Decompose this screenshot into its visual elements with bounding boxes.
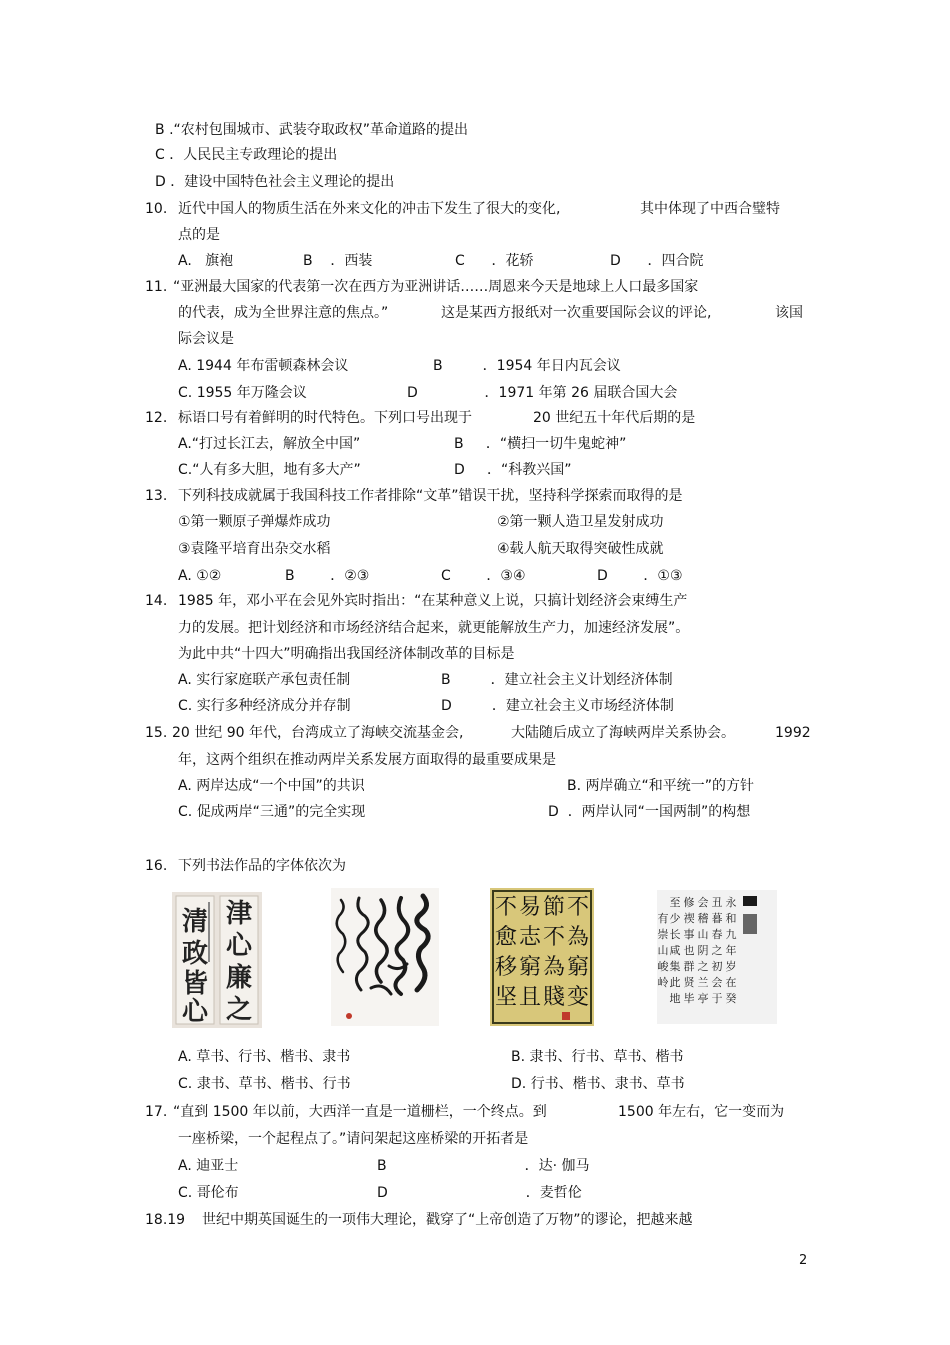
svg-text:且: 且 xyxy=(518,985,542,1010)
svg-text:峻: 峻 xyxy=(657,960,669,973)
svg-text:暮: 暮 xyxy=(711,912,723,925)
q10-stem-line2: 点的是 xyxy=(178,227,220,243)
svg-text:阴: 阴 xyxy=(697,944,709,957)
svg-text:不: 不 xyxy=(542,925,566,950)
q17-number: 17. xyxy=(145,1104,168,1120)
q18-stem: 世纪中期英国诞生的一项伟大理论，戳穿了“上帝创造了万物”的谬论，把越来越 xyxy=(202,1212,693,1228)
q9-option-b: B .“农村包围城市、武装夺取政权”革命道路的提出 xyxy=(155,122,469,138)
svg-text:政: 政 xyxy=(181,939,209,969)
q11-option-c: C. 1955 年万隆会议 xyxy=(178,385,307,401)
q13-option-a: A. ①② xyxy=(178,568,222,584)
svg-text:津: 津 xyxy=(225,899,253,929)
svg-text:事: 事 xyxy=(683,928,695,941)
q17-option-d: D ．麦哲伦 xyxy=(377,1185,582,1201)
svg-text:賤: 賤 xyxy=(542,985,566,1010)
q13-item-2: ②第一颗人造卫星发射成功 xyxy=(497,514,664,530)
svg-text:有: 有 xyxy=(657,912,669,925)
q10-number: 10. xyxy=(145,201,168,217)
svg-text:贤: 贤 xyxy=(683,976,695,989)
svg-text:之: 之 xyxy=(225,995,253,1025)
calligraphy-caoshu-svg xyxy=(331,888,439,1026)
q16-option-c: C. 隶书、草书、楷书、行书 xyxy=(178,1076,351,1092)
svg-text:九: 九 xyxy=(725,928,737,941)
q12-option-b: B ．“横扫一切牛鬼蛇神” xyxy=(454,436,627,452)
svg-text:山: 山 xyxy=(697,928,709,941)
q15-stem-c: 1992 xyxy=(775,725,811,741)
q13-stem: 下列科技成就属于我国科技工作者排除“文革”错误干扰，坚持科学探索而取得的是 xyxy=(178,488,683,504)
q11-option-b: B ．1954 年日内瓦会议 xyxy=(433,358,621,374)
q13-option-d: D ．①③ xyxy=(597,568,683,584)
svg-text:地: 地 xyxy=(669,992,681,1005)
q15-stem-a: 20 世纪 90 年代，台湾成立了海峡交流基金会, xyxy=(172,725,464,741)
q17-option-c: C. 哥伦布 xyxy=(178,1185,239,1201)
q17-stem-line2: 一座桥梁，一个起程点了。”请问架起这座桥梁的开拓者是 xyxy=(178,1131,529,1147)
q18-number: 18.19 xyxy=(145,1212,186,1228)
svg-text:永: 永 xyxy=(725,896,737,909)
svg-text:稽: 稽 xyxy=(697,912,709,925)
svg-text:年: 年 xyxy=(725,944,737,957)
svg-text:兰: 兰 xyxy=(697,976,709,989)
svg-text:廉: 廉 xyxy=(225,963,253,993)
svg-text:咸: 咸 xyxy=(669,944,681,957)
q11-stem-line3: 际会议是 xyxy=(178,331,234,347)
q13-item-3: ③袁隆平培育出杂交水稻 xyxy=(178,541,331,557)
q16-option-a: A. 草书、行书、楷书、隶书 xyxy=(178,1049,351,1065)
q17-option-b: B ．达· 伽马 xyxy=(377,1158,590,1174)
svg-text:会: 会 xyxy=(711,976,723,989)
q12-stem-a: 标语口号有着鲜明的时代特色。下列口号出现于 xyxy=(178,410,472,426)
svg-text:春: 春 xyxy=(711,928,723,941)
svg-text:岁: 岁 xyxy=(725,960,737,973)
q12-option-d: D ．“科教兴国” xyxy=(454,462,572,478)
q9-option-d: D ．建设中国特色社会主义理论的提出 xyxy=(155,174,395,190)
q10-option-d: D ．四合院 xyxy=(610,253,704,269)
q16-stem: 下列书法作品的字体依次为 xyxy=(178,858,346,874)
q17-option-a: A. 迪亚士 xyxy=(178,1158,239,1174)
q16-option-d: D. 行书、楷书、隶书、草书 xyxy=(511,1076,685,1092)
q14-option-c: C. 实行多种经济成分并存制 xyxy=(178,698,351,714)
q10-option-c: C ．花轿 xyxy=(455,253,534,269)
q14-stem-line1: 1985 年，邓小平在会见外宾时指出：“在某种意义上说，只搞计划经济会束缚生产 xyxy=(178,593,688,609)
page-number: 2 xyxy=(799,1253,808,1268)
q14-number: 14. xyxy=(145,593,168,609)
q17-stem-a: “直到 1500 年以前，大西洋一直是一道栅栏，一个终点。到 xyxy=(173,1104,547,1120)
svg-text:在: 在 xyxy=(725,976,737,989)
q16-option-b: B. 隶书、行书、草书、楷书 xyxy=(511,1049,684,1065)
svg-text:毕: 毕 xyxy=(683,992,695,1005)
svg-text:之: 之 xyxy=(697,960,709,973)
q10-option-b: B ．西装 xyxy=(303,253,373,269)
q15-stem-b: 大陆随后成立了海峡两岸关系协会。 xyxy=(511,725,735,741)
q11-stem-line2a: 的代表，成为全世界注意的焦点。” xyxy=(178,305,389,321)
svg-text:節: 節 xyxy=(542,895,566,920)
svg-text:癸: 癸 xyxy=(725,992,737,1005)
q15-stem-line2: 年，这两个组织在推动两岸关系发展方面取得的最重要成果是 xyxy=(178,752,556,768)
q13-option-c: C ．③④ xyxy=(441,568,526,584)
calligraphy-image-lishu xyxy=(172,892,262,1028)
svg-text:也: 也 xyxy=(683,944,695,957)
q14-option-d: D ．建立社会主义市场经济体制 xyxy=(441,698,674,714)
q12-stem-b: 20 世纪五十年代后期的是 xyxy=(533,410,696,426)
svg-text:禊: 禊 xyxy=(683,912,695,925)
svg-text:山: 山 xyxy=(657,944,669,957)
q13-option-b: B ．②③ xyxy=(285,568,370,584)
q15-option-d: D ．两岸认同“一国两制”的构想 xyxy=(548,804,751,820)
svg-text:岭: 岭 xyxy=(657,976,669,989)
calligraphy-lishu-svg xyxy=(172,892,262,1028)
q14-stem-line3: 为此中共“十四大”明确指出我国经济体制改革的目标是 xyxy=(178,646,515,662)
svg-text:為: 為 xyxy=(542,955,566,980)
svg-text:崇: 崇 xyxy=(657,928,669,941)
svg-text:易: 易 xyxy=(518,895,542,920)
svg-text:于: 于 xyxy=(711,992,723,1005)
svg-text:集: 集 xyxy=(669,960,681,973)
svg-text:皆: 皆 xyxy=(181,969,209,999)
q11-option-a: A. 1944 年布雷顿森林会议 xyxy=(178,358,349,374)
q11-stem-line2c: 该国 xyxy=(775,305,803,321)
q15-number: 15. xyxy=(145,725,168,741)
q15-option-a: A. 两岸达成“一个中国”的共识 xyxy=(178,778,365,794)
svg-text:不: 不 xyxy=(566,895,590,920)
svg-text:此: 此 xyxy=(669,976,681,989)
svg-text:长: 长 xyxy=(669,928,681,941)
q16-number: 16. xyxy=(145,858,168,874)
svg-text:為: 為 xyxy=(566,925,590,950)
q9-option-c: C ．人民民主专政理论的提出 xyxy=(155,147,338,163)
q11-stem-line2b: 这是某西方报纸对一次重要国际会议的评论, xyxy=(441,305,712,321)
svg-text:修: 修 xyxy=(683,896,695,909)
svg-text:亭: 亭 xyxy=(697,992,709,1005)
q15-option-b: B. 两岸确立“和平统一”的方针 xyxy=(567,778,755,794)
svg-text:和: 和 xyxy=(725,912,737,925)
q13-number: 13. xyxy=(145,488,168,504)
svg-text:清: 清 xyxy=(181,907,209,937)
svg-text:愈: 愈 xyxy=(494,925,518,950)
svg-text:群: 群 xyxy=(683,960,695,973)
q12-number: 12. xyxy=(145,410,168,426)
svg-text:移: 移 xyxy=(494,955,518,980)
svg-text:之: 之 xyxy=(711,944,723,957)
svg-text:心: 心 xyxy=(181,997,209,1027)
q14-option-a: A. 实行家庭联产承包责任制 xyxy=(178,672,351,688)
q12-option-c: C.“人有多大胆，地有多大产” xyxy=(178,462,361,478)
svg-text:丑: 丑 xyxy=(711,896,723,909)
q14-stem-line2: 力的发展。把计划经济和市场经济结合起来，就更能解放生产力，加速经济发展”。 xyxy=(178,620,690,636)
q10-stem-line1b: 其中体现了中西合璧特 xyxy=(640,201,780,217)
svg-text:少: 少 xyxy=(669,912,681,925)
q13-item-1: ①第一颗原子弹爆炸成功 xyxy=(178,514,331,530)
q15-option-c: C. 促成两岸“三通”的完全实现 xyxy=(178,804,366,820)
q13-item-4: ④载人航天取得突破性成就 xyxy=(497,541,664,557)
svg-text:窮: 窮 xyxy=(518,955,542,980)
q10-stem-line1: 近代中国人的物质生活在外来文化的冲击下发生了很大的变化, xyxy=(178,201,561,217)
svg-text:至: 至 xyxy=(669,896,681,909)
q11-option-d: D ．1971 年第 26 届联合国大会 xyxy=(407,385,678,401)
svg-text:变: 变 xyxy=(566,985,590,1010)
svg-text:心: 心 xyxy=(225,931,253,961)
q11-number: 11. xyxy=(145,279,168,295)
calligraphy-xingshu-svg xyxy=(657,890,777,1024)
q11-stem-line1: “亚洲最大国家的代表第一次在西方为亚洲讲话……周恩来今天是地球上人口最多国家 xyxy=(173,279,699,295)
svg-text:志: 志 xyxy=(518,925,542,950)
calligraphy-image-kaishu xyxy=(490,888,594,1026)
q10-option-a: A. 旗袍 xyxy=(178,253,234,269)
svg-text:初: 初 xyxy=(711,960,723,973)
svg-text:会: 会 xyxy=(697,896,709,909)
q17-stem-b: 1500 年左右，它一变而为 xyxy=(618,1104,785,1120)
q14-option-b: B ．建立社会主义计划经济体制 xyxy=(441,672,673,688)
q12-option-a: A.“打过长江去，解放全中国” xyxy=(178,436,361,452)
svg-text:不: 不 xyxy=(494,895,518,920)
calligraphy-kaishu-svg xyxy=(490,888,594,1026)
calligraphy-image-caoshu xyxy=(331,888,439,1026)
calligraphy-image-xingshu xyxy=(657,890,777,1024)
svg-text:坚: 坚 xyxy=(494,985,518,1010)
svg-text:窮: 窮 xyxy=(566,955,590,980)
